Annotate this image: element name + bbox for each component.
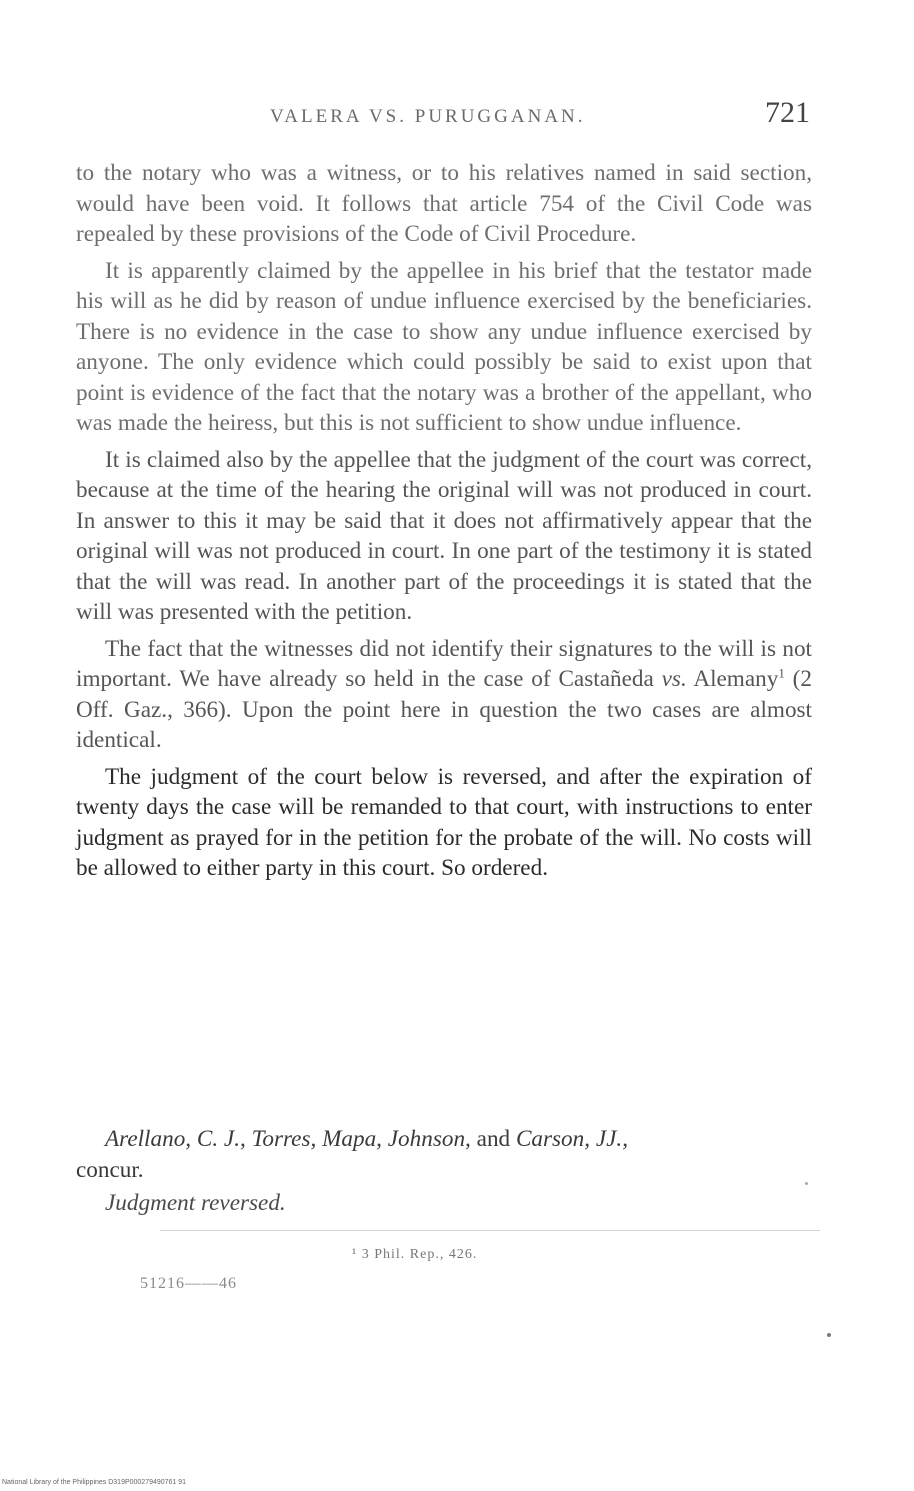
footnote-divider bbox=[160, 1230, 820, 1231]
signature-mark: 51216——46 bbox=[140, 1275, 237, 1292]
page-number: 721 bbox=[765, 96, 810, 129]
concurrence bbox=[76, 1124, 812, 1185]
case-versus: vs. bbox=[661, 666, 687, 692]
ink-speck bbox=[805, 1182, 808, 1185]
justice-last: Carson, JJ., bbox=[515, 1126, 629, 1152]
ink-speck bbox=[827, 1333, 831, 1337]
and-word: and bbox=[470, 1126, 516, 1152]
case-plaintiff: Castañeda bbox=[558, 666, 654, 692]
concur-word: concur. bbox=[76, 1156, 144, 1183]
page-header bbox=[240, 96, 810, 140]
disposition: Judgment reversed. bbox=[105, 1190, 286, 1216]
body-text bbox=[76, 158, 812, 884]
justices-list: Arellano, C. J., Torres, Mapa, Johnson, bbox=[105, 1126, 471, 1152]
footnote-reference: 1 bbox=[778, 665, 785, 681]
running-head: VALERA VS. PURUGGANAN. bbox=[270, 106, 586, 127]
paragraph-3: It is claimed also by the appellee that the judgment of the court was correct, because at the time of the hearing the original will was not produced in court. In answer to this it may be said that it does not affirmatively appear that the original will was not produced in court. In one part of the testimony it is stated that the will was read. In another part of the proceedings it is stated that the will was presented with the petition. bbox=[76, 446, 812, 625]
paragraph-1: to the notary who was a witness, or to his relatives named in said section, would have been void. It follows that article 754 of the Civil Code was repealed by these provisions of the Code of Civil Procedure. bbox=[76, 160, 812, 247]
concurrence-names bbox=[76, 1124, 812, 1155]
paragraph-5: The judgment of the court below is reversed, and after the expiration of twenty days the case will be remanded to that court, with instructions to enter judgment as prayed for in the petition for the probate of the will. No costs will be allowed to either party in this court. So ordered. bbox=[76, 763, 812, 881]
paragraph-4 bbox=[76, 634, 812, 756]
footnote: ¹ 3 Phil. Rep., 426. bbox=[352, 1247, 478, 1262]
paragraph-4-text-a: The fact that the witnesses did not identify their signatures to the will is not important. We have already so held in the case of bbox=[76, 635, 812, 692]
scan-imprint: National Library of the Philippines D319P000279490761 91 bbox=[2, 1479, 187, 1486]
case-defendant: Alemany bbox=[693, 666, 779, 692]
paragraph-2: It is apparently claimed by the appellee in his brief that the testator made his will as he did by reason of undue influence exercised by the beneficiaries. There is no evidence in the case to show any undue influence exercised by anyone. The only evidence which could possibly be said to exist upon that point is evidence of the fact that the notary was a brother of the appellant, who was made the heiress, but this is not sufficient to show undue influence. bbox=[76, 257, 812, 436]
paragraph-4-text-b: (2 Off. Gaz., 366). Upon the point here in question the two cases are almost identical. bbox=[76, 666, 812, 753]
